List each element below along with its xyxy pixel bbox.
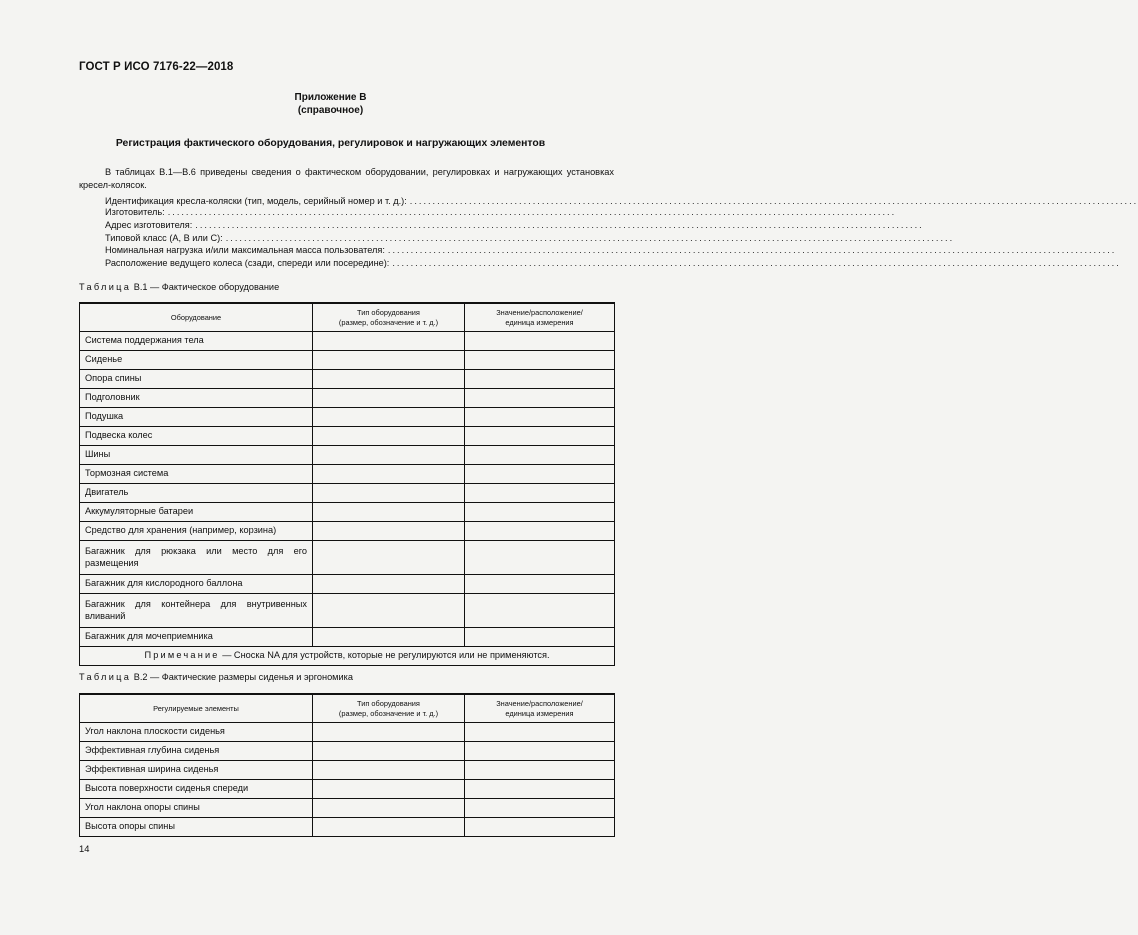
- cell-value-input[interactable]: [465, 818, 615, 837]
- cell-type-input[interactable]: [313, 575, 465, 594]
- fill-line: ................................................................................................................................................................: [225, 233, 955, 243]
- cell-type-input[interactable]: [313, 351, 465, 370]
- cell-value-input[interactable]: [465, 332, 615, 351]
- cell-value-input[interactable]: [465, 465, 615, 484]
- cell-type-input[interactable]: [313, 742, 465, 761]
- cell-type-input[interactable]: [313, 522, 465, 541]
- row-label: Аккумуляторные батареи: [80, 503, 313, 522]
- table-row: [80, 446, 615, 465]
- cell-value-input[interactable]: [465, 799, 615, 818]
- cell-type-input[interactable]: [313, 427, 465, 446]
- field-label: Адрес изготовителя:: [105, 220, 193, 230]
- row-label: Высота поверхности сиденья спереди: [80, 780, 313, 799]
- cell-type-input[interactable]: [313, 389, 465, 408]
- row-label: Эффективная ширина сиденья: [80, 761, 313, 780]
- field-label: Изготовитель:: [105, 207, 165, 217]
- annex-title: Приложение В: [294, 92, 367, 103]
- cell-value-input[interactable]: [465, 575, 615, 594]
- table-row: [80, 465, 615, 484]
- table-row: [80, 484, 615, 503]
- fill-line: ................................................................................................................................................................: [387, 245, 1117, 255]
- table-row: [80, 628, 615, 647]
- cell-type-input[interactable]: [313, 408, 465, 427]
- field-label: Типовой класс (А, В или С):: [105, 233, 223, 243]
- cell-type-input[interactable]: [313, 818, 465, 837]
- row-label: Подушка: [80, 408, 313, 427]
- table-header-row: [80, 303, 615, 332]
- caption-number: В.1: [133, 282, 148, 292]
- table1-caption: [79, 282, 279, 292]
- fill-line: ................................................................................................................................................................: [195, 220, 924, 230]
- cell-value-input[interactable]: [465, 522, 615, 541]
- row-label: Эффективная глубина сиденья: [80, 742, 313, 761]
- table-row: [80, 594, 615, 628]
- caption-title: — Фактическое оборудование: [150, 282, 280, 292]
- table2-caption: [79, 672, 353, 682]
- cell-type-input[interactable]: [313, 761, 465, 780]
- page-number: 14: [79, 843, 90, 854]
- cell-value-input[interactable]: [465, 389, 615, 408]
- row-label: Подвеска колес: [80, 427, 313, 446]
- row-label: Угол наклона опоры спины: [80, 799, 313, 818]
- caption-number: В.2: [133, 672, 148, 682]
- row-label: Багажник для рюкзака или место для его размещения: [80, 541, 313, 575]
- row-label: Угол наклона плоскости сиденья: [80, 723, 313, 742]
- row-label: Багажник для кислородного баллона: [80, 575, 313, 594]
- cell-type-input[interactable]: [313, 780, 465, 799]
- row-label: Сиденье: [80, 351, 313, 370]
- table-row: [80, 818, 615, 837]
- cell-type-input[interactable]: [313, 628, 465, 647]
- table-row: [80, 351, 615, 370]
- table-row: [80, 541, 615, 575]
- column-header: Оборудование: [80, 303, 313, 332]
- cell-type-input[interactable]: [313, 723, 465, 742]
- table-row: [80, 742, 615, 761]
- caption-prefix: Таблица: [79, 672, 132, 682]
- table-row: [80, 427, 615, 446]
- cell-value-input[interactable]: [465, 427, 615, 446]
- table-row: [80, 389, 615, 408]
- column-header: Значение/расположение/ единица измерения: [465, 303, 615, 332]
- cell-value-input[interactable]: [465, 351, 615, 370]
- table-row: [80, 723, 615, 742]
- table-row: [80, 761, 615, 780]
- table-actual-equipment: [79, 302, 615, 666]
- field-nominal-load: [105, 244, 1117, 257]
- cell-value-input[interactable]: [465, 761, 615, 780]
- cell-type-input[interactable]: [313, 465, 465, 484]
- caption-prefix: Таблица: [79, 282, 132, 292]
- standard-number: ГОСТ Р ИСО 7176-22—2018: [79, 61, 234, 73]
- cell-type-input[interactable]: [313, 799, 465, 818]
- column-header: Тип оборудования (размер, обозначение и т. д.): [313, 303, 465, 332]
- row-label: Багажник для контейнера для внутривенных вливаний: [80, 594, 313, 628]
- annex-status: (справочное): [297, 105, 364, 116]
- row-label: Средство для хранения (например, корзина): [80, 522, 313, 541]
- cell-value-input[interactable]: [465, 484, 615, 503]
- cell-value-input[interactable]: [465, 594, 615, 628]
- row-label: Двигатель: [80, 484, 313, 503]
- cell-type-input[interactable]: [313, 541, 465, 575]
- caption-title: — Фактические размеры сиденья и эргономика: [150, 672, 353, 682]
- fill-line: ................................................................................................................................................................: [409, 196, 1138, 206]
- table-note-row: [80, 647, 615, 666]
- row-label: Опора спины: [80, 370, 313, 389]
- row-label: Багажник для мочеприемника: [80, 628, 313, 647]
- table-row: [80, 780, 615, 799]
- table-row: [80, 332, 615, 351]
- note-label: Примечание: [144, 650, 220, 661]
- cell-type-input[interactable]: [313, 503, 465, 522]
- fill-line: ................................................................................................................................................................: [167, 207, 897, 217]
- field-drive-wheel-position: [105, 257, 1121, 270]
- fill-line: ................................................................................................................................................................: [392, 258, 1121, 268]
- cell-type-input[interactable]: [313, 594, 465, 628]
- column-header: Тип оборудования (размер, обозначение и т. д.): [313, 694, 465, 723]
- field-manufacturer: [105, 206, 897, 219]
- table-row: [80, 799, 615, 818]
- cell-value-input[interactable]: [465, 780, 615, 799]
- table-actual-seat-dimensions: [79, 693, 615, 837]
- intro-paragraph: В таблицах В.1—В.6 приведены сведения о фактическом оборудовании, регулировках и нагружающих установках кресел-колясок.: [79, 167, 614, 190]
- section-title: Регистрация фактического оборудования, регулировок и нагружающих элементов: [115, 138, 546, 149]
- table-row: [80, 370, 615, 389]
- cell-value-input[interactable]: [465, 742, 615, 761]
- column-header: Регулируемые элементы: [80, 694, 313, 723]
- cell-type-input[interactable]: [313, 446, 465, 465]
- row-label: Подголовник: [80, 389, 313, 408]
- field-label: Номинальная нагрузка и/или максимальная масса пользователя:: [105, 245, 385, 255]
- row-label: Тормозная система: [80, 465, 313, 484]
- table-header-row: [80, 694, 615, 723]
- table-row: [80, 408, 615, 427]
- cell-value-input[interactable]: [465, 541, 615, 575]
- cell-value-input[interactable]: [465, 408, 615, 427]
- cell-type-input[interactable]: [313, 370, 465, 389]
- cell-value-input[interactable]: [465, 370, 615, 389]
- row-label: Шины: [80, 446, 313, 465]
- column-header: Значение/расположение/ единица измерения: [465, 694, 615, 723]
- cell-value-input[interactable]: [465, 628, 615, 647]
- field-manufacturer-address: [105, 219, 924, 232]
- table-row: [80, 575, 615, 594]
- cell-type-input[interactable]: [313, 332, 465, 351]
- row-label: Система поддержания тела: [80, 332, 313, 351]
- field-label: Идентификация кресла-коляски (тип, модель, серийный номер и т. д.):: [105, 196, 407, 206]
- table-row: [80, 522, 615, 541]
- cell-value-input[interactable]: [465, 723, 615, 742]
- cell-type-input[interactable]: [313, 484, 465, 503]
- table-row: [80, 503, 615, 522]
- field-label: Расположение ведущего колеса (сзади, спереди или посередине):: [105, 258, 390, 268]
- row-label: Высота опоры спины: [80, 818, 313, 837]
- table-note: [80, 647, 615, 666]
- cell-value-input[interactable]: [465, 503, 615, 522]
- cell-value-input[interactable]: [465, 446, 615, 465]
- note-text: — Сноска NA для устройств, которые не регулируются или не применяются.: [222, 650, 550, 661]
